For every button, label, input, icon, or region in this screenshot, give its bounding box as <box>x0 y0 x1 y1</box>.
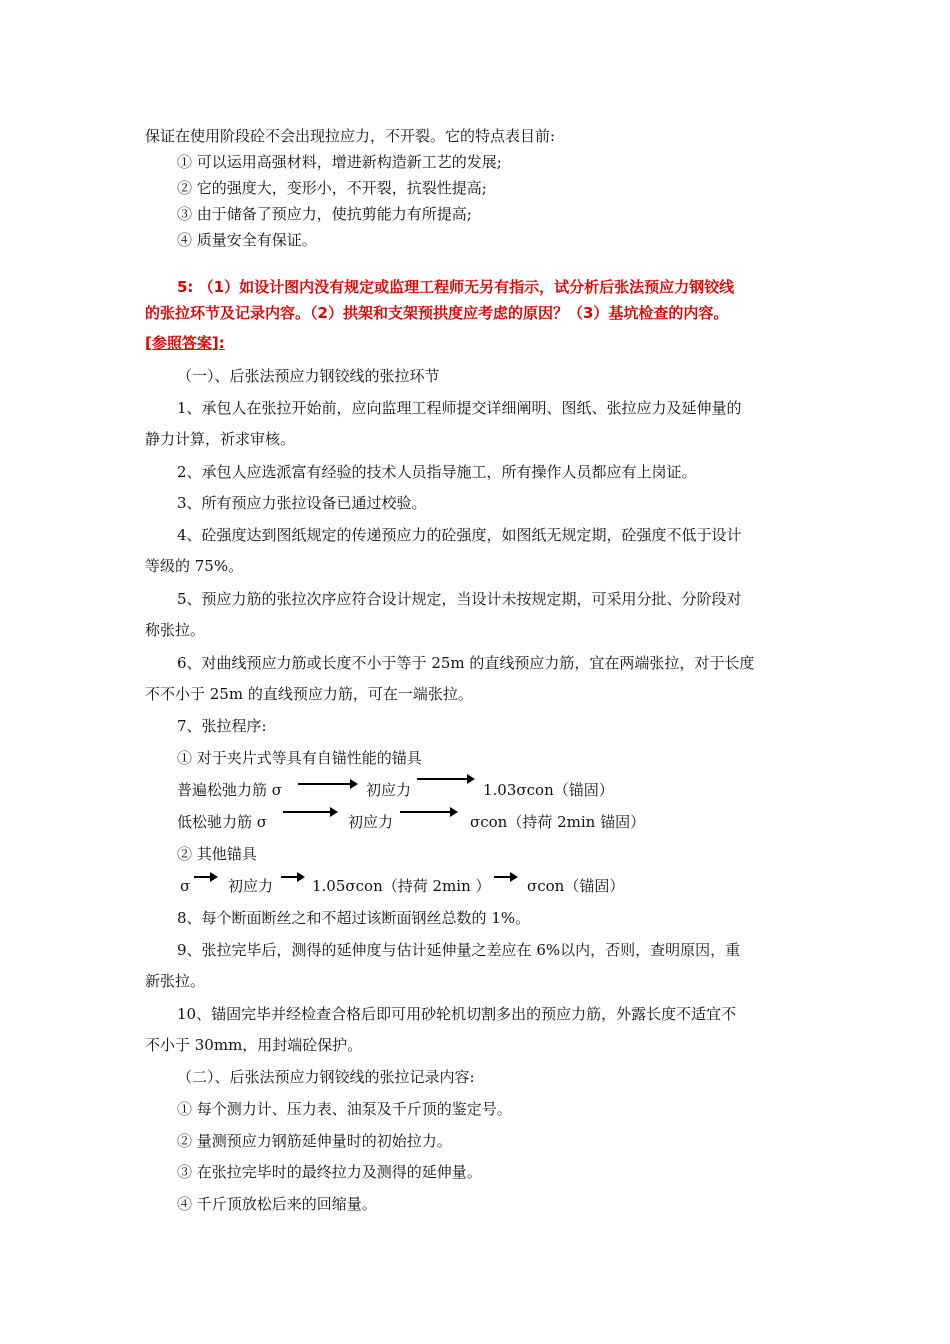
paragraph: 10、锚固完毕并经检查合格后即可用砂轮机切割多出的预应力筋，外露长度不适宜不 <box>177 1005 737 1023</box>
paragraph: 6、对曲线预应力筋或长度不小于等于 25m 的直线预应力筋，宜在两端张拉，对于长度 <box>177 654 755 672</box>
paragraph: 称张拉。 <box>145 621 206 639</box>
paragraph: 新张拉。 <box>145 972 206 990</box>
arrow-icon <box>298 783 356 785</box>
formula-mid: 初应力 <box>228 877 274 895</box>
formula-end: 1.03σcon（锚固） <box>483 781 614 799</box>
formula-end: σcon（持荷 2min 锚固） <box>470 813 646 831</box>
section-heading: （二）、后张法预应力钢铰线的张拉记录内容: <box>177 1068 475 1086</box>
feature-item: ① 可以运用高强材料，增进新构造新工艺的发展; <box>177 153 502 171</box>
formula-value: 1.05σcon（持荷 2min ） <box>312 877 491 895</box>
formula-end: σcon（锚固） <box>527 877 625 895</box>
paragraph: 7、张拉程序: <box>177 717 267 735</box>
record-item: ① 每个测力计、压力表、油泵及千斤顶的鉴定号。 <box>177 1100 512 1118</box>
paragraph: 不小于 30mm，用封端砼保护。 <box>145 1036 363 1054</box>
paragraph: 9、张拉完毕后，测得的延伸度与估计延伸量之差应在 6%以内，否则，查明原因，重 <box>177 941 741 959</box>
paragraph: 等级的 75%。 <box>145 557 244 575</box>
feature-item: ② 它的强度大，变形小，不开裂，抗裂性提高; <box>177 179 487 197</box>
feature-item: ④ 质量安全有保证。 <box>177 231 317 249</box>
formula-mid: 初应力 <box>348 813 394 831</box>
record-item: ② 量测预应力钢筋延伸量时的初始拉力。 <box>177 1132 452 1150</box>
question-line: 5: （1）如设计图内没有规定或监理工程师无另有指示，试分析后张法预应力钢铰线 <box>177 278 735 296</box>
record-item: ③ 在张拉完毕时的最终拉力及测得的延伸量。 <box>177 1163 482 1181</box>
arrow-icon <box>194 876 216 878</box>
formula-label: 低松驰力筋 σ <box>177 813 268 831</box>
answer-label: [参照答案]: <box>145 334 225 352</box>
formula-sigma: σ <box>180 877 191 895</box>
arrow-icon <box>417 778 473 780</box>
section-heading: （一）、后张法预应力钢铰线的张拉环节 <box>177 367 440 385</box>
paragraph: 2、承包人应选派富有经验的技术人员指导施工，所有操作人员都应有上岗证。 <box>177 463 697 481</box>
formula-label: 普遍松弛力筋 σ <box>177 781 283 799</box>
question-line: 的张拉环节及记录内容。（2）拱架和支架预拱度应考虑的原因？（3）基坑检查的内容。 <box>145 304 729 322</box>
paragraph: 静力计算，祈求审核。 <box>145 430 296 448</box>
paragraph: ① 对于夹片式等具有自锚性能的锚具 <box>177 749 422 767</box>
paragraph: 8、每个断面断丝之和不超过该断面钢丝总数的 1%。 <box>177 909 531 927</box>
intro-line: 保证在使用阶段砼不会出现拉应力，不开裂。它的特点表目前: <box>145 127 556 145</box>
paragraph: 5、预应力筋的张拉次序应符合设计规定，当设计未按规定期，可采用分批、分阶段对 <box>177 590 742 608</box>
arrow-icon <box>494 876 516 878</box>
paragraph: 3、所有预应力张拉设备已通过校验。 <box>177 494 427 512</box>
arrow-icon <box>281 876 303 878</box>
paragraph: 不不小于 25m 的直线预应力筋，可在一端张拉。 <box>145 685 473 703</box>
paragraph: ② 其他锚具 <box>177 845 257 863</box>
arrow-icon <box>400 811 456 813</box>
arrow-icon <box>283 811 336 813</box>
formula-mid: 初应力 <box>366 781 412 799</box>
paragraph: 1、承包人在张拉开始前，应向监理工程师提交详细阐明、图纸、张拉应力及延伸量的 <box>177 399 742 417</box>
paragraph: 4、砼强度达到图纸规定的传递预应力的砼强度，如图纸无规定期，砼强度不低于设计 <box>177 526 742 544</box>
record-item: ④ 千斤顶放松后来的回缩量。 <box>177 1195 377 1213</box>
feature-item: ③ 由于储备了预应力，使抗剪能力有所提高; <box>177 205 472 223</box>
